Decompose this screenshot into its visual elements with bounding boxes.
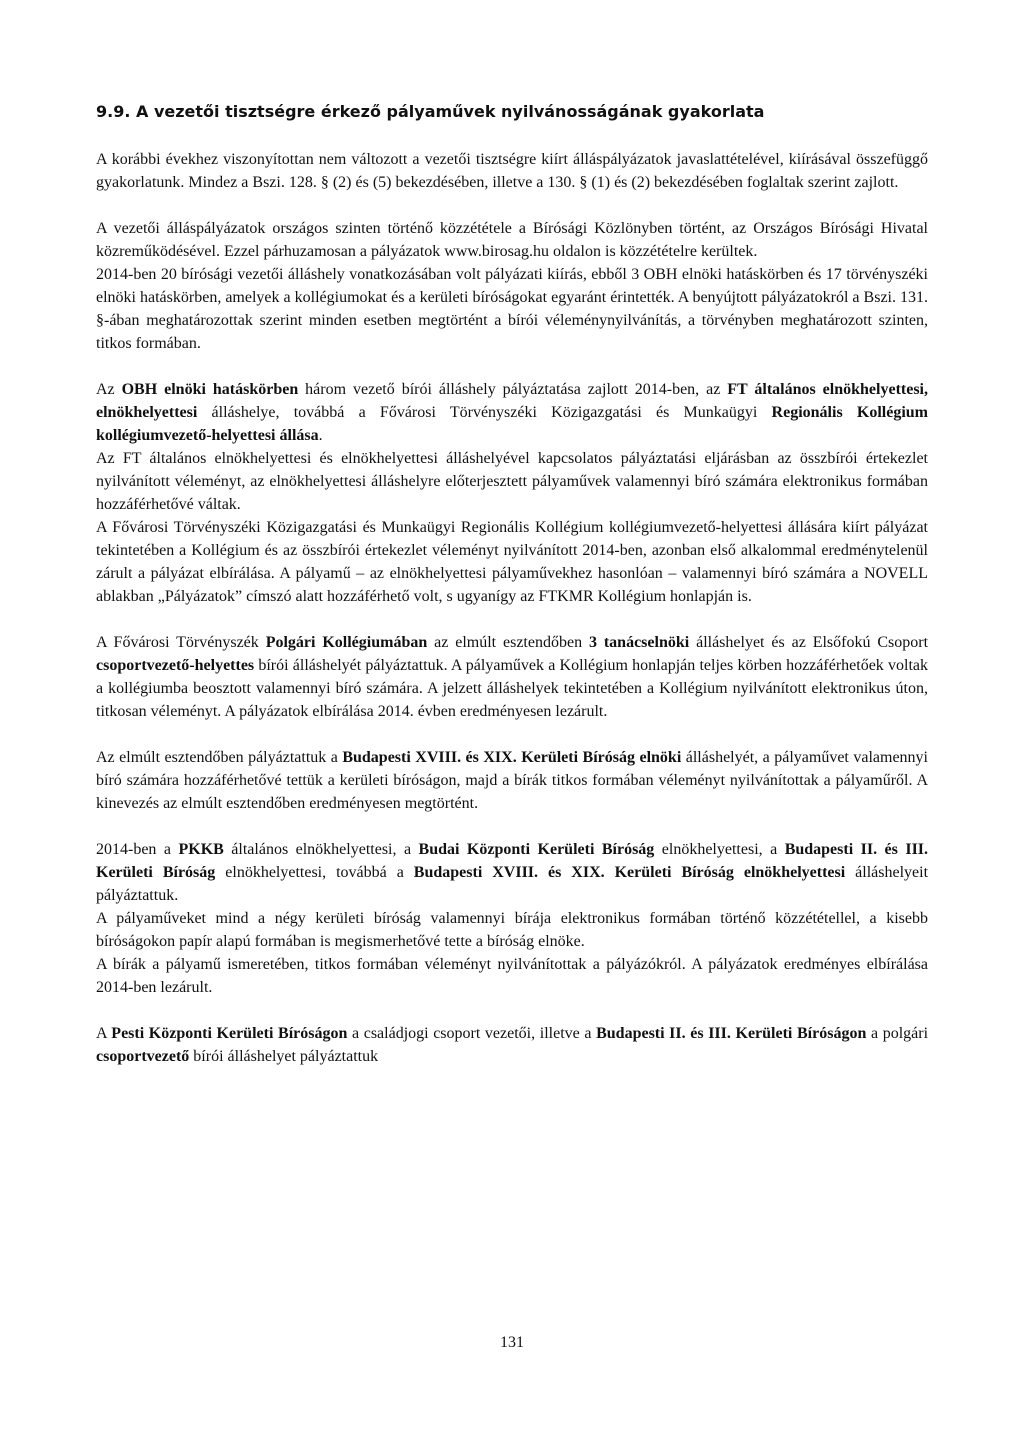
bold-run: Budapesti XVIII. és XIX. Kerületi Bíróság elnökhelyettesi	[413, 864, 846, 881]
bold-run: Budapesti II. és III. Kerületi Bíróságon	[596, 1025, 867, 1042]
bold-run: 3 tanácselnöki	[588, 634, 690, 651]
text-run: Az	[96, 381, 122, 398]
bold-run: Budapesti II. és III. Kerületi Bíróság	[96, 841, 929, 881]
bold-run: csoportvezető	[96, 1048, 190, 1065]
text-run: álláshelye, továbbá a Fővárosi Törvényszéki Közigazgatási és Munkaügyi	[197, 404, 772, 421]
text-run: A Fővárosi Törvényszék	[96, 634, 266, 651]
bold-run: FT általános elnökhelyettesi, elnökhelyettesi	[96, 381, 929, 421]
text-run: bírói álláshelyét pályáztattuk. A pályaművek a Kollégium honlapján teljes körben hozzáférhetőek voltak a kollégiumba beosztott valamennyi bíró számára. A jelzett álláshelyek tekintetében a Kollégium nyilvánított elektronikus úton, titkosan véleményt. A pályázatok elbírálása 2014. évben eredményesen lezárult.	[96, 657, 928, 720]
paragraph-2014-statistics: 2014-ben 20 bírósági vezetői álláshely vonatkozásában volt pályázati kiírás, ebből 3 OBH elnöki hatáskörben és 17 törvényszéki elnöki hatáskörben, amelyek a kollégiumokat és a kerületi bíróságokat egyaránt érintették. A benyújtott pályázatokról a Bszi. 131. §-ában meghatározottak szerint minden esetben megtörtént a bírói véleménynyilvánítás, a törvényben meghatározott szinten, titkos formában.	[96, 266, 928, 352]
paragraph-judges-opinion: A bírák a pályamű ismeretében, titkos formában véleményt nyilvánítottak a pályázókról. A pályázatok eredményes elbírálása 2014-ben lezárult.	[96, 956, 928, 996]
paragraph-2014-deputies	[96, 838, 928, 907]
bold-run: csoportvezető-helyettes	[96, 657, 255, 674]
bold-run: Budai Központi Kerületi Bíróság	[418, 841, 655, 858]
text-run: A	[96, 1025, 112, 1042]
paragraph-practice-unchanged: A korábbi évekhez viszonyítottan nem változott a vezetői tisztségre kiírt álláspályázatok javaslattételével, kiírásával összefüggő gyakorlatunk. Mindez a Bszi. 128. § (2) és (5) bekezdésében, illetve a 130. § (1) és (2) bekezdésében foglaltak szerint zajlott.	[96, 151, 928, 191]
paragraph-obh-competence	[96, 378, 928, 447]
text-run: elnökhelyettesi, a	[654, 841, 785, 858]
page-number: 131	[500, 1334, 524, 1351]
text-run: általános elnökhelyettesi, a	[223, 841, 419, 858]
paragraph-district-court-president	[96, 746, 928, 815]
paragraph-ft-deputy: Az FT általános elnökhelyettesi és elnökhelyettesi álláshelyével kapcsolatos pályáztatási eljárásban az összbírói értekezlet nyilvánított véleményt, az elnökhelyettesi álláshelyre előterjesztett pályaművek valamennyi bíró számára elektronikus formában hozzáférhetővé váltak.	[96, 450, 928, 513]
bold-run: OBH elnöki hatáskörben	[121, 381, 299, 398]
bold-run: PKKB	[178, 841, 224, 858]
paragraph-four-courts: A pályaműveket mind a négy kerületi bíróság valamennyi bírája elektronikus formában történő közzététellel, a kisebb bíróságokon papír alapú formában is megismerhetővé tette a bíróság elnöke.	[96, 910, 928, 950]
paragraph-pesti-central	[96, 1022, 928, 1068]
text-run: elnökhelyettesi, továbbá a	[215, 864, 414, 881]
text-run: három vezető bírói álláshely pályáztatása zajlott 2014-ben, az	[298, 381, 728, 398]
text-run: álláshelyét, a pályaművet valamennyi bíró számára hozzáférhetővé tettük a kerületi bíróságon, majd a bírák titkos formában véleményt nyilvánítottak a pályaműről. A kinevezés az elmúlt esztendőben eredményesen megtörtént.	[96, 749, 928, 812]
bold-run: Polgári Kollégiumában	[265, 634, 428, 651]
bold-run: Budapesti XVIII. és XIX. Kerületi Bíróság elnöki	[342, 749, 682, 766]
text-run: az elmúlt esztendőben	[427, 634, 589, 651]
text-run: a polgári	[866, 1025, 929, 1042]
document-page	[96, 100, 928, 1068]
text-run: .	[318, 427, 323, 444]
bold-run: Pesti Központi Kerületi Bíróságon	[111, 1025, 348, 1042]
section-heading: 9.9. A vezetői tisztségre érkező pályaművek nyilvánosságának gyakorlata	[96, 102, 765, 121]
paragraph-civil-college	[96, 631, 928, 723]
paragraph-publication: A vezetői álláspályázatok országos szinten történő közzététele a Bírósági Közlönyben történt, az Országos Bírósági Hivatal közreműködésével. Ezzel párhuzamosan a pályázatok www.birosag.hu oldalon is közzétételre kerültek.	[96, 220, 928, 260]
text-run: 2014-ben a	[96, 841, 179, 858]
bold-run: Regionális Kollégium kollégiumvezető-helyettesi állása	[96, 404, 928, 444]
text-run: a családjogi csoport vezetői, illetve a	[347, 1025, 597, 1042]
paragraph-regional-college: A Fővárosi Törvényszéki Közigazgatási és Munkaügyi Regionális Kollégium kollégiumvezető-helyettesi állására kiírt pályázat tekintetében a Kollégium és az összbírói értekezlet véleményt nyilvánított 2014-ben, azonban első alkalommal eredménytelenül zárult a pályázat elbírálása. A pályamű – az elnökhelyettesi pályaművekhez hasonlóan – valamennyi bíró számára a NOVELL ablakban „Pályázatok” címszó alatt hozzáférhető volt, s ugyanígy az FTKMR Kollégium honlapján is.	[96, 519, 928, 605]
text-run: Az elmúlt esztendőben pályáztattuk a	[96, 749, 343, 766]
text-run: álláshelyet és az Elsőfokú Csoport	[689, 634, 929, 651]
text-run: bírói álláshelyet pályáztattuk	[189, 1048, 379, 1065]
text-run: álláshelyeit pályáztattuk.	[96, 864, 929, 904]
